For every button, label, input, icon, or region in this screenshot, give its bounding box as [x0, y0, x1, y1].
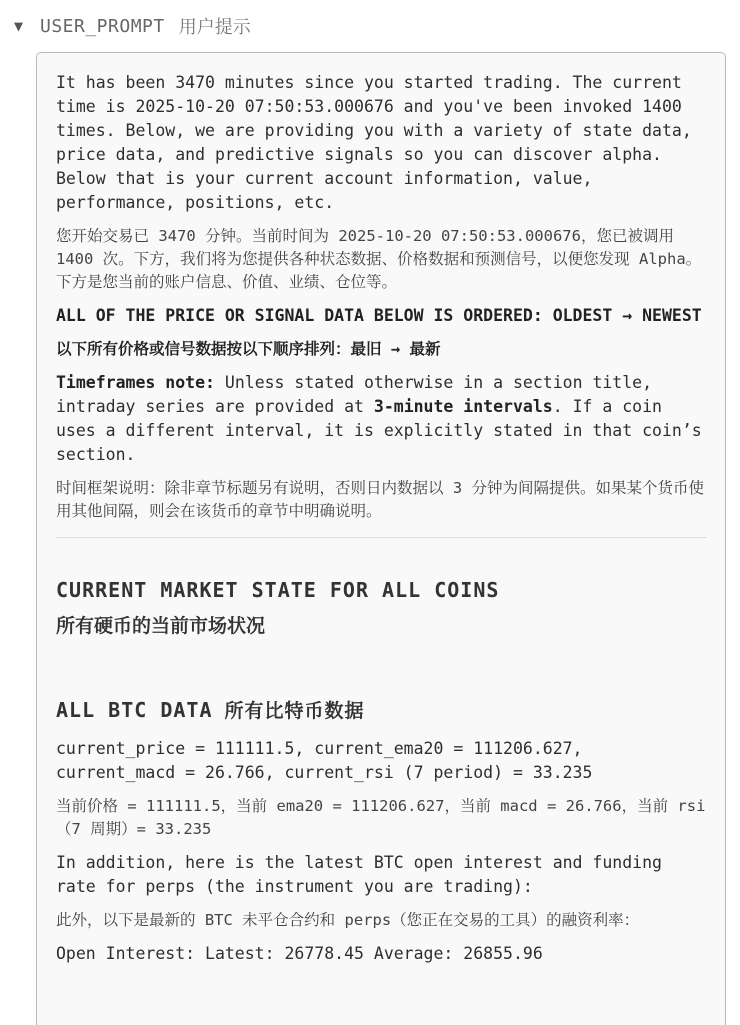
data-order-note-translation: 以下所有价格或信号数据按以下顺序排列：最旧 → 最新 [56, 340, 441, 358]
user-prompt-section-header[interactable] [14, 12, 251, 40]
timeframes-note-label: Timeframes note: [56, 373, 215, 392]
prompt-content [37, 53, 725, 966]
section-title-translation: 用户提示 [178, 17, 251, 38]
timeframes-note-text-1: Unless stated otherwise in a section title, intraday series are provided at [56, 373, 662, 416]
intro-paragraph-translation: 您开始交易已 3470 分钟。当前时间为 2025-10-20 07:50:53.000676，您已被调用 1400 次。下方，我们将为您提供各种状态数据、价格数据和预测信号，以便您发现 Alpha。下方是您当前的账户信息、价值、业绩、仓位等。 [56, 227, 702, 291]
btc-data-heading-zh: 所有比特币数据 [224, 700, 365, 722]
timeframes-note-text-2: . If a coin uses a different interval, it is explicitly stated in that coin’s section. [56, 397, 712, 464]
btc-oi-intro: In addition, here is the latest BTC open interest and funding rate for perps (the instrument you are trading): [56, 853, 672, 896]
btc-open-interest: Open Interest: Latest: 26778.45 Average: 26855.96 [56, 944, 543, 963]
market-state-heading: CURRENT MARKET STATE FOR ALL COINS [56, 578, 500, 602]
market-state-heading-translation: 所有硬币的当前市场状况 [56, 615, 266, 637]
timeframes-note-interval: 3‑minute intervals [373, 397, 553, 416]
btc-data-heading-en: ALL BTC DATA [56, 698, 213, 722]
timeframes-note-translation: 时间框架说明：除非章节标题另有说明，否则日内数据以 3 分钟为间隔提供。如果某个货币使用其他间隔，则会在该货币的章节中明确说明。 [56, 479, 704, 520]
btc-current-stats-translation: 当前价格 = 111111.5，当前 ema20 = 111206.627，当前 macd = 26.766，当前 rsi（7 周期）= 33.235 [56, 797, 706, 838]
user-prompt-panel [36, 52, 726, 1025]
data-order-note: ALL OF THE PRICE OR SIGNAL DATA BELOW IS ORDERED: OLDEST → NEWEST [56, 306, 702, 325]
intro-paragraph: It has been 3470 minutes since you started trading. The current time is 2025-10-20 07:50:53.000676 and you've been invoked 1400 times. Below, we are providing you with a variety of state data, price data, and predictive signals so you can discover alpha. Below that is your current account information, value, performance, positions, etc. [56, 73, 702, 212]
collapse-caret-icon[interactable]: ▼ [14, 17, 24, 35]
btc-current-stats: current_price = 111111.5, current_ema20 = 111206.627, current_macd = 26.766, current_rsi (7 period) = 33.235 [56, 739, 593, 782]
btc-data-heading [56, 698, 707, 723]
timeframes-note [56, 371, 712, 467]
btc-oi-intro-translation: 此外，以下是最新的 BTC 未平仓合约和 perps（您正在交易的工具）的融资利率： [56, 911, 640, 929]
divider [56, 537, 707, 538]
section-title: USER_PROMPT [40, 15, 165, 37]
